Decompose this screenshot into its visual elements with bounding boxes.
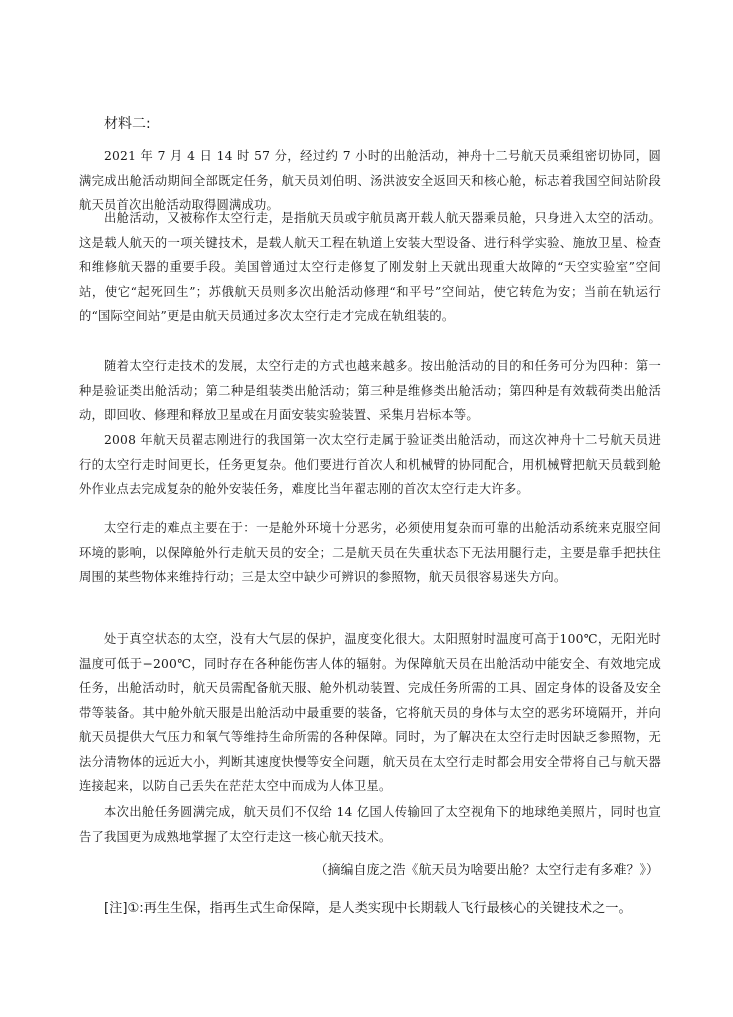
paragraph-3: 随着太空行走技术的发展，太空行走的方式也越来越多。按出舱活动的目的和任务可分为四种：第一种是验证类出舱活动；第二种是组装类出舱活动；第三种是维修类出舱活动；第四种是有效载荷类出舱活动，即回收、修理和释放卫星或在月面安装实验装置、采集月岩标本等。 xyxy=(79,359,661,422)
paragraph-7: 本次出舱任务圆满完成，航天员们不仅给 14 亿国人传输回了太空视角下的地球绝美照片，同时也宣告了我国更为成熟地掌握了太空行走这一核心航天技术。 xyxy=(79,805,661,844)
section-heading: 材料二: xyxy=(104,116,151,132)
paragraph-5: 太空行走的难点主要在于：一是舱外环境十分恶劣，必须使用复杂而可靠的出舱活动系统来克服空间环境的影响，以保障舱外行走航天员的安全；二是航天员在失重状态下无法用腿行走，主要是靠手把扶住周围的某些物体来维持行动；三是太空中缺少可辨识的参照物，航天员很容易迷失方向。 xyxy=(79,521,661,584)
paragraph-4: 2008 年航天员翟志刚进行的我国第一次太空行走属于验证类出舱活动，而这次神舟十二号航天员进行的太空行走时间更长，任务更复杂。他们要进行首次人和机械臂的协同配合，用机械臂把航天员载到舱外作业点去完成复杂的舱外安装任务，难度比当年翟志刚的首次太空行走大许多。 xyxy=(79,433,661,496)
footnote: [注]①:再生生保，指再生式生命保障，是人类实现中长期载人飞行最核心的关键技术之一。 xyxy=(104,901,632,916)
paragraph-1: 2021 年 7 月 4 日 14 时 57 分，经过约 7 小时的出舱活动，神舟十二号航天员乘组密切协同，圆满完成出舱活动期间全部既定任务，航天员刘伯明、汤洪波安全返回天和核心舱，标志着我国空间站阶段航天员首次出舱活动取得圆满成功。 xyxy=(79,149,661,212)
paragraph-6: 处于真空状态的太空，没有大气层的保护，温度变化很大。太阳照射时温度可高于100℃，无阳光时温度可低于−200℃，同时存在各种能伤害人体的辐射。为保障航天员在出舱活动中能安全、有效地完成任务，出舱活动时，航天员需配备航天服、舱外机动装置、完成任务所需的工具、固定身体的设备及安全带等装备。其中舱外航天服是出舱活动中最重要的装备，它将航天员的身体与太空的恶劣环境隔开，并向航天员提供大气压力和氧气等维持生命所需的各种保障。同时，为了解决在太空行走时因缺乏参照物，无法分清物体的远近大小，判断其速度快慢等安全问题，航天员在太空行走时都会用安全带将自己与航天器连接起来，以防自己丢失在茫茫太空中而成为人体卫星。 xyxy=(79,632,661,793)
paragraph-2: 出舱活动，又被称作太空行走，是指航天员或宇航员离开载人航天器乘员舱，只身进入太空的活动。这是载人航天的一项关键技术，是载人航天工程在轨道上安装大型设备、进行科学实验、施放卫星、检查和维修航天器的重要手段。美国曾通过太空行走修复了刚发射上天就出现重大故障的“天空实验室”空间站，使它“起死回生”；苏俄航天员则多次出舱活动修理“和平号”空间站，使它转危为安；当前在轨运行的“国际空间站”更是由航天员通过多次太空行走才完成在轨组装的。 xyxy=(79,211,661,323)
source-citation: （摘编自庞之浩《航天员为啥要出舱？太空行走有多难？》） xyxy=(314,863,659,878)
